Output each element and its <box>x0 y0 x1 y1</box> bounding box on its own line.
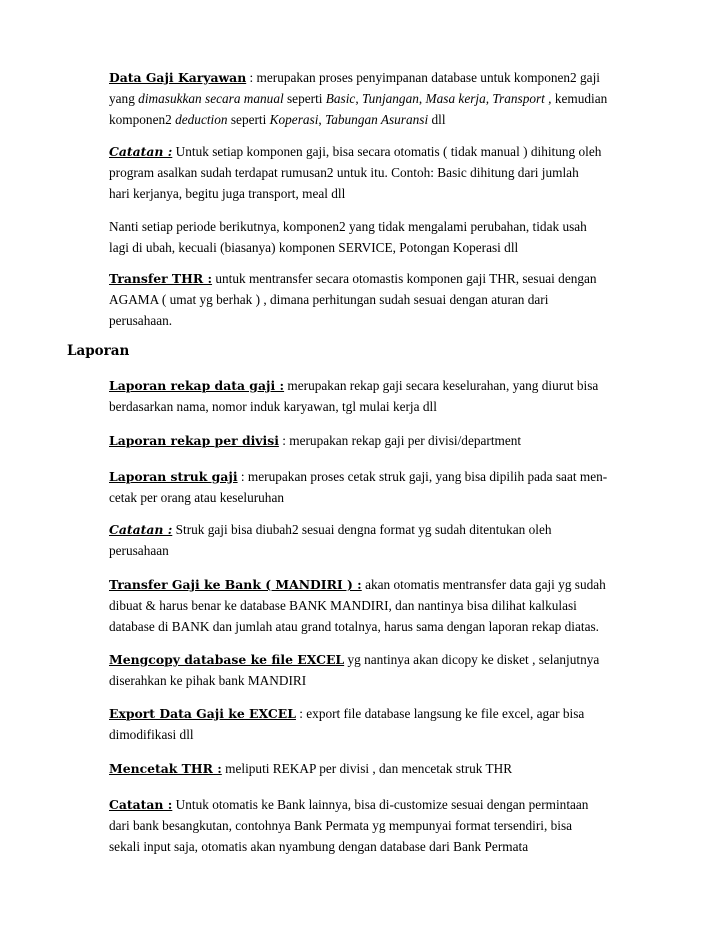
italic-text: Masa kerja, Transport , <box>425 91 552 106</box>
text-line <box>109 268 669 289</box>
body-text: sekali input saja, otomatis akan nyambung dengan database dari Bank Permata <box>109 839 529 854</box>
term-heading: Laporan rekap data gaji : <box>109 378 285 393</box>
text-line <box>109 289 669 310</box>
italic-text: Basic <box>325 91 356 106</box>
body-text: perusahaan. <box>109 313 173 328</box>
term-heading: Data Gaji Karyawan <box>109 70 247 85</box>
paragraph-laporan-divisi <box>109 430 669 451</box>
term-heading: Catatan : <box>109 522 173 537</box>
body-text: , <box>318 112 326 127</box>
paragraph-nanti <box>109 216 669 258</box>
term-heading: Export Data Gaji ke EXCEL <box>109 706 296 721</box>
italic-text: Tabungan Asuransi <box>325 112 429 127</box>
paragraph-laporan-struk <box>109 466 669 508</box>
term-heading: Mengcopy database ke file EXCEL <box>109 652 345 667</box>
body-text: database di BANK dan jumlah atau grand totalnya, harus sama dengan laporan rekap diatas. <box>109 619 599 634</box>
body-text: diserahkan ke pihak bank MANDIRI <box>109 673 307 688</box>
term-heading: Catatan : <box>109 797 173 812</box>
text-line <box>109 758 669 779</box>
italic-text: Tunjangan <box>361 91 419 106</box>
body-text: : merupakan proses penyimpanan database untuk komponen2 gaji <box>246 70 600 85</box>
term-heading: Mencetak THR : <box>109 761 222 776</box>
body-text: Nanti setiap periode berikutnya, komponen2 yang tidak mengalami perubahan, tidak usah <box>109 219 587 234</box>
italic-text: Koperasi <box>269 112 319 127</box>
body-text: Untuk otomatis ke Bank lainnya, bisa di-customize sesuai dengan permintaan <box>172 797 589 812</box>
term-heading: Laporan struk gaji <box>109 469 238 484</box>
text-line <box>109 649 669 670</box>
term-heading: Transfer Gaji ke Bank ( MANDIRI ) : <box>109 577 362 592</box>
text-line <box>109 616 669 637</box>
body-text: : merupakan proses cetak struk gaji, yang bisa dipilih pada saat men- <box>237 469 608 484</box>
body-text: meliputi REKAP per divisi , dan mencetak struk THR <box>221 761 513 776</box>
text-line <box>109 724 669 745</box>
paragraph-catatan-struk <box>109 519 669 561</box>
text-line <box>109 466 669 487</box>
body-text: lagi di ubah, kecuali (biasanya) komponen SERVICE, Potongan Koperasi dll <box>109 240 519 255</box>
italic-text: dimasukkan secara manual <box>138 91 284 106</box>
body-text: seperti <box>227 112 270 127</box>
text-line <box>109 794 669 815</box>
body-text: program asalkan sudah terdapat rumusan2 untuk itu. Contoh: Basic dihitung dari jumlah <box>109 165 579 180</box>
body-text: perusahaan <box>109 543 169 558</box>
text-line <box>109 109 669 130</box>
body-text: dimodifikasi dll <box>109 727 194 742</box>
text-line <box>109 519 669 540</box>
paragraph-data-gaji <box>109 67 669 130</box>
body-text: dari bank besangkutan, contohnya Bank Permata yg mempunyai format tersendiri, bisa <box>109 818 573 833</box>
paragraph-laporan-rekap <box>109 375 669 417</box>
body-text: , <box>355 91 362 106</box>
body-text: berdasarkan nama, nomor induk karyawan, tgl mulai kerja dll <box>109 399 437 414</box>
paragraph-catatan-komponen <box>109 141 669 204</box>
text-line <box>109 310 669 331</box>
paragraph-export <box>109 703 669 745</box>
body-text: akan otomatis mentransfer data gaji yg sudah <box>361 577 606 592</box>
body-text: hari kerjanya, begitu juga transport, meal dll <box>109 186 346 201</box>
term-heading: Catatan : <box>109 144 173 159</box>
text-line <box>109 237 669 258</box>
body-text: Untuk setiap komponen gaji, bisa secara otomatis ( tidak manual ) dihitung oleh <box>172 144 602 159</box>
body-text: Struk gaji bisa diubah2 sesuai dengna format yg sudah ditentukan oleh <box>172 522 552 537</box>
paragraph-mencetak-thr <box>109 758 669 779</box>
body-text: AGAMA ( umat yg berhak ) , dimana perhitungan sudah sesuai dengan aturan dari <box>109 292 549 307</box>
text-line <box>109 595 669 616</box>
text-line <box>109 836 669 857</box>
body-text: yg nantinya akan dicopy ke disket , selanjutnya <box>344 652 600 667</box>
text-line <box>109 430 669 451</box>
section-heading-laporan: Laporan <box>67 343 130 359</box>
text-line <box>109 216 669 237</box>
paragraph-catatan-bank <box>109 794 669 857</box>
text-line <box>109 540 669 561</box>
text-line <box>109 574 669 595</box>
text-line <box>109 487 669 508</box>
term-heading: Laporan rekap per divisi <box>109 433 279 448</box>
body-text: yang <box>109 91 139 106</box>
text-line <box>109 183 669 204</box>
text-line <box>109 703 669 724</box>
body-text: dll <box>428 112 446 127</box>
term-heading: Transfer THR : <box>109 271 213 286</box>
body-text: merupakan rekap gaji secara keselurahan, yang diurut bisa <box>284 378 599 393</box>
body-text: : export file database langsung ke file excel, agar bisa <box>295 706 585 721</box>
paragraph-mengcopy <box>109 649 669 691</box>
body-text: : merupakan rekap gaji per divisi/department <box>278 433 522 448</box>
body-text: cetak per orang atau keseluruhan <box>109 490 284 505</box>
italic-text: deduction <box>175 112 228 127</box>
text-line <box>109 162 669 183</box>
text-line <box>109 88 669 109</box>
text-line <box>109 815 669 836</box>
body-text: untuk mentransfer secara otomastis komponen gaji THR, sesuai dengan <box>212 271 597 286</box>
body-text: , <box>418 91 426 106</box>
body-text: komponen2 <box>109 112 176 127</box>
text-line <box>109 375 669 396</box>
body-text: kemudian <box>551 91 608 106</box>
paragraph-transfer-bank <box>109 574 669 637</box>
paragraph-transfer-thr <box>109 268 669 331</box>
text-line <box>109 396 669 417</box>
text-line <box>109 67 669 88</box>
text-line <box>109 670 669 691</box>
body-text: seperti <box>283 91 326 106</box>
body-text: dibuat & harus benar ke database BANK MANDIRI, dan nantinya bisa dilihat kalkulasi <box>109 598 577 613</box>
text-line <box>109 141 669 162</box>
